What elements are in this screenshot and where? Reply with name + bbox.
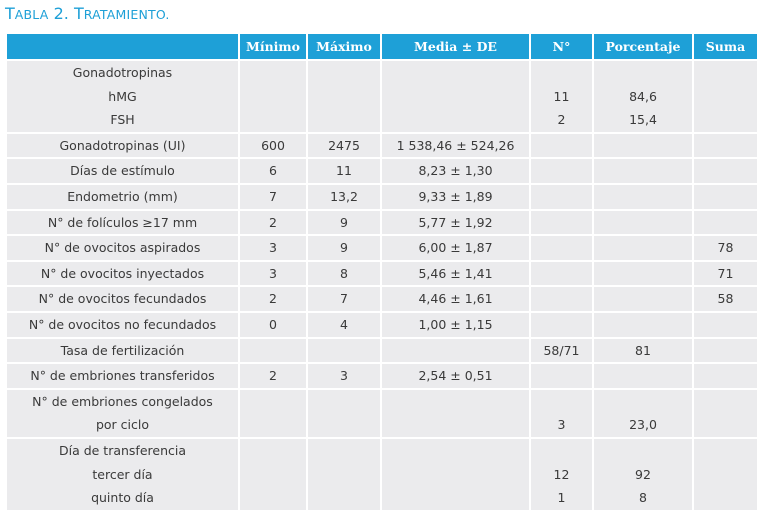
cell-minimo [240,364,306,388]
cell-line [694,211,757,235]
table-row [7,439,757,510]
cell-line [308,486,380,510]
cell-line [694,439,757,463]
cell-minimo [240,313,306,337]
cell-line: N° de embriones transferidos [30,368,215,384]
table-row [7,390,757,437]
cell-variable [7,439,238,510]
cell-line [694,486,757,510]
cell-n [531,287,592,311]
cell-line: N° de ovocitos inyectados [40,265,205,281]
cell-line [308,339,380,363]
cell-suma [694,287,757,311]
cell-line [382,61,529,85]
cell-line [240,463,306,487]
cell-line: por ciclo [95,417,150,433]
header-porcentaje: Porcentaje [594,34,692,59]
table-body [7,61,757,510]
cell-line: 84,6 [629,88,657,104]
header-minimo: Mínimo [240,34,306,59]
cell-media-de [382,339,529,363]
cell-line [240,339,306,363]
cell-porcentaje [594,236,692,260]
cell-line [694,390,757,414]
cell-line: 7 [269,188,277,204]
cell-line [382,339,529,363]
cell-variable [7,236,238,260]
cell-suma [694,439,757,510]
cell-line [594,439,692,463]
cell-media-de [382,159,529,183]
cell-suma [694,313,757,337]
cell-line: 8,23 ± 1,30 [418,163,493,179]
cell-porcentaje [594,390,692,437]
cell-media-de [382,185,529,209]
cell-line: tercer día [92,466,153,482]
cell-n [531,211,592,235]
cell-line [594,390,692,414]
cell-line [240,61,306,85]
cell-porcentaje [594,313,692,337]
cell-line [694,185,757,209]
cell-line: 58/71 [543,342,580,358]
cell-line: 58 [717,291,734,307]
cell-line: 4,46 ± 1,61 [418,291,493,307]
cell-n [531,439,592,510]
cell-line: 7 [340,291,348,307]
cell-line [382,486,529,510]
cell-line: 6 [269,163,277,179]
cell-line [594,185,692,209]
caption-initial-t: T [5,4,15,23]
cell-line: Gonadotropinas (UI) [59,137,186,153]
cell-porcentaje [594,211,692,235]
table-row [7,339,757,363]
cell-line [531,185,592,209]
cell-line [382,439,529,463]
table-row [7,61,757,132]
cell-line [382,413,529,437]
cell-line: 1,00 ± 1,15 [418,316,493,332]
cell-line [531,287,592,311]
cell-line: 13,2 [330,188,358,204]
cell-line [694,364,757,388]
cell-line: 8 [639,490,647,506]
cell-maximo [308,134,380,158]
table-row [7,262,757,286]
cell-line: 78 [717,240,734,256]
header-blank [7,34,238,59]
cell-porcentaje [594,364,692,388]
cell-line [594,61,692,85]
cell-suma [694,262,757,286]
cell-line [382,108,529,132]
cell-line [694,413,757,437]
cell-line [694,159,757,183]
cell-minimo [240,262,306,286]
cell-media-de [382,134,529,158]
cell-line [531,159,592,183]
cell-porcentaje [594,439,692,510]
header-suma: Suma [694,34,757,59]
cell-maximo [308,185,380,209]
cell-line: 9 [340,240,348,256]
cell-line [594,313,692,337]
header-media-de: Media ± DE [382,34,529,59]
cell-line [240,85,306,109]
cell-suma [694,364,757,388]
cell-line [382,85,529,109]
cell-line: 3 [340,368,348,384]
cell-line: hMG [108,88,137,104]
cell-maximo [308,262,380,286]
cell-line: 92 [635,466,651,482]
cell-line [694,313,757,337]
cell-media-de [382,364,529,388]
cell-line: 0 [269,316,277,332]
cell-n [531,236,592,260]
cell-maximo [308,313,380,337]
cell-suma [694,185,757,209]
cell-line [240,390,306,414]
cell-line: 23,0 [629,417,657,433]
cell-variable [7,211,238,235]
cell-minimo [240,211,306,235]
cell-line [308,439,380,463]
cell-line: FSH [110,112,135,128]
cell-line [531,364,592,388]
cell-porcentaje [594,185,692,209]
cell-line [594,364,692,388]
cell-media-de [382,236,529,260]
cell-line [594,236,692,260]
cell-line: 3 [557,417,566,433]
cell-minimo [240,439,306,510]
cell-maximo [308,364,380,388]
cell-line [594,211,692,235]
cell-line [694,61,757,85]
header-n: N° [531,34,592,59]
cell-n [531,134,592,158]
table-row [7,159,757,183]
cell-line [308,413,380,437]
cell-line [594,287,692,311]
cell-line: Endometrio (mm) [67,188,178,204]
treatment-table [5,32,759,512]
cell-n [531,262,592,286]
cell-porcentaje [594,339,692,363]
cell-line: 2,54 ± 0,51 [418,368,493,384]
cell-maximo [308,287,380,311]
cell-line: quinto día [91,490,154,506]
table-caption [5,4,170,24]
cell-line [694,339,757,363]
cell-variable [7,61,238,132]
cell-maximo [308,236,380,260]
cell-media-de [382,390,529,437]
cell-line [531,262,592,286]
cell-line [240,486,306,510]
cell-line [531,390,592,414]
cell-suma [694,211,757,235]
cell-line: 4 [340,316,348,332]
cell-suma [694,159,757,183]
cell-line: 11 [553,88,570,104]
cell-line [531,211,592,235]
cell-line: 1 538,46 ± 524,26 [396,137,515,153]
cell-n [531,159,592,183]
cell-line: Días de estímulo [70,163,175,179]
cell-line [694,134,757,158]
cell-line: N° de embriones congelados [32,393,213,409]
cell-line [382,463,529,487]
cell-line: 9,33 ± 1,89 [418,188,493,204]
cell-line: 5,77 ± 1,92 [418,214,493,230]
cell-line [308,108,380,132]
cell-minimo [240,339,306,363]
cell-maximo [308,61,380,132]
cell-minimo [240,236,306,260]
cell-line [531,61,592,85]
cell-line [531,313,592,337]
table-row [7,185,757,209]
cell-n [531,185,592,209]
cell-media-de [382,262,529,286]
cell-media-de [382,439,529,510]
cell-line: 600 [261,137,285,153]
cell-line: 2 [557,112,566,128]
cell-line [594,134,692,158]
cell-line [308,463,380,487]
table-row [7,287,757,311]
caption-number: 2. [48,4,74,23]
cell-variable [7,390,238,437]
cell-line: N° de ovocitos fecundados [38,291,207,307]
caption-abla: ABLA [14,7,49,22]
cell-minimo [240,159,306,183]
cell-suma [694,61,757,132]
cell-line: 2 [269,368,277,384]
cell-line: 2 [269,291,277,307]
table-row [7,134,757,158]
cell-variable [7,159,238,183]
cell-line: Día de transferencia [58,442,187,458]
cell-media-de [382,61,529,132]
cell-maximo [308,439,380,510]
cell-porcentaje [594,262,692,286]
cell-line [382,390,529,414]
cell-line [594,262,692,286]
cell-n [531,313,592,337]
cell-line [531,439,592,463]
cell-variable [7,339,238,363]
cell-line: N° de ovocitos aspirados [44,240,201,256]
cell-porcentaje [594,134,692,158]
cell-line [594,159,692,183]
cell-line: 3 [269,265,277,281]
cell-suma [694,339,757,363]
cell-line: 2475 [328,137,360,153]
cell-line: N° de ovocitos no fecundados [28,316,217,332]
caption-ratamiento: RATAMIENTO. [83,7,170,22]
cell-line [694,463,757,487]
cell-n [531,339,592,363]
cell-suma [694,236,757,260]
cell-line: 8 [340,265,348,281]
cell-maximo [308,339,380,363]
caption-initial-t2: T [73,4,84,23]
table-row [7,211,757,235]
cell-maximo [308,159,380,183]
cell-minimo [240,390,306,437]
table-row [7,236,757,260]
cell-line [308,85,380,109]
cell-line [694,108,757,132]
cell-minimo [240,134,306,158]
cell-variable [7,313,238,337]
cell-variable [7,134,238,158]
table-row [7,364,757,388]
cell-line: 81 [635,342,651,358]
cell-n [531,390,592,437]
cell-porcentaje [594,61,692,132]
cell-line: Tasa de fertilización [60,342,185,358]
cell-line [531,134,592,158]
cell-maximo [308,390,380,437]
cell-media-de [382,287,529,311]
cell-minimo [240,185,306,209]
cell-media-de [382,211,529,235]
cell-line [308,390,380,414]
cell-line [240,108,306,132]
cell-n [531,61,592,132]
cell-porcentaje [594,287,692,311]
cell-variable [7,262,238,286]
cell-line: 9 [340,214,348,230]
cell-line [240,413,306,437]
header-maximo: Máximo [308,34,380,59]
cell-maximo [308,211,380,235]
header-row [7,34,757,59]
cell-porcentaje [594,159,692,183]
cell-line: 1 [557,490,566,506]
table-row [7,313,757,337]
cell-n [531,364,592,388]
cell-line: 71 [717,265,734,281]
cell-media-de [382,313,529,337]
cell-line: 15,4 [629,112,657,128]
cell-line: 6,00 ± 1,87 [418,240,493,256]
cell-suma [694,134,757,158]
cell-line: 5,46 ± 1,41 [418,265,493,281]
cell-line [308,61,380,85]
cell-variable [7,287,238,311]
cell-suma [694,390,757,437]
cell-line: 11 [336,163,352,179]
cell-minimo [240,61,306,132]
cell-line [531,236,592,260]
cell-line: 2 [269,214,277,230]
cell-line: 3 [269,240,277,256]
cell-line: 12 [553,466,570,482]
cell-line [240,439,306,463]
cell-variable [7,364,238,388]
cell-line: N° de folículos ≥17 mm [47,214,198,230]
cell-variable [7,185,238,209]
cell-line [694,85,757,109]
cell-minimo [240,287,306,311]
cell-line: Gonadotropinas [72,65,173,80]
